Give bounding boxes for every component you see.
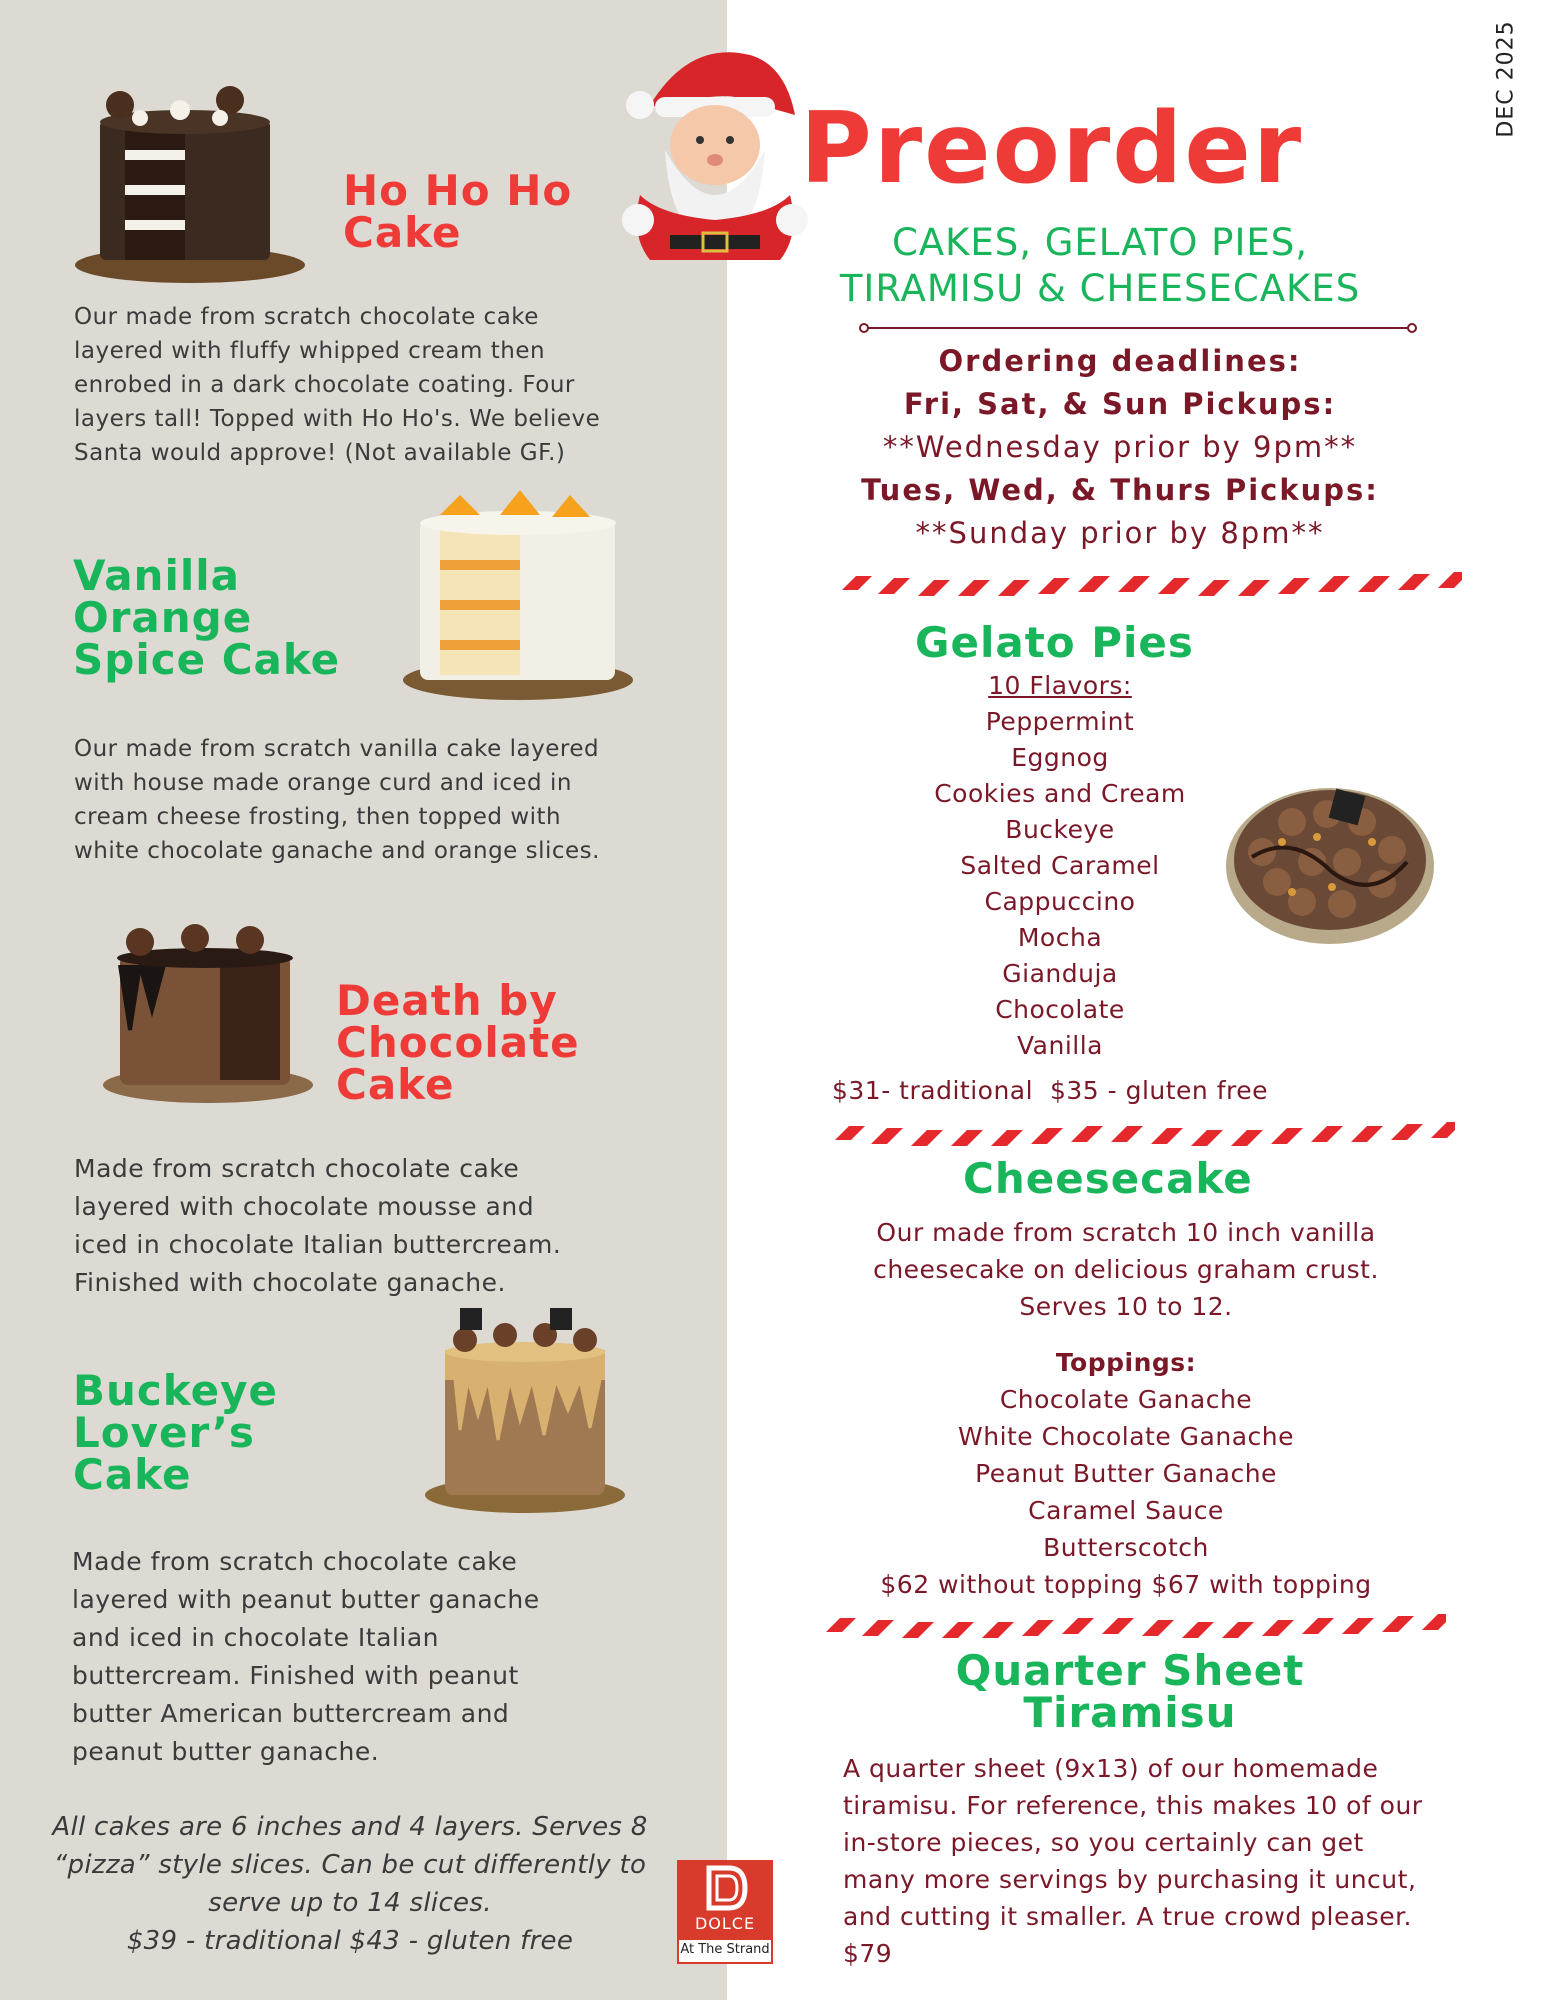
ho-ho-ho-cake-title: Ho Ho Ho Cake [343,166,573,257]
death-by-chocolate-cake-description: Made from scratch chocolate cake layered with chocolate mousse and iced in chocolate Italian buttercream. Finished with chocolate ganache. [74,1154,562,1297]
flavor-item: Eggnog [1011,743,1109,772]
flavor-item: Salted Caramel [960,851,1160,880]
candy-cane-divider [835,1120,1455,1154]
ordering-deadlines [840,340,1400,555]
death-by-chocolate-cake-image [100,920,315,1110]
gelato-pie-image [1222,762,1438,950]
dolce-logo-mark [679,1862,771,1940]
topping-item: Butterscotch [1043,1533,1209,1562]
weekday-pickups-label: Tues, Wed, & Thurs Pickups: [861,473,1379,507]
topping-item: White Chocolate Ganache [958,1422,1294,1451]
flavor-item: Gianduja [1002,959,1118,988]
buckeye-lovers-cake-title: Buckeye Lover’s Cake [73,1366,278,1499]
santa-illustration [610,35,810,265]
flavor-item: Vanilla [1017,1031,1103,1060]
cheesecake-price: $62 without topping $67 with topping [880,1570,1372,1599]
gelato-pies-title: Gelato Pies [915,618,1194,667]
dolce-logo [677,1860,773,1964]
topping-item: Chocolate Ganache [999,1385,1253,1414]
flavor-item: Peppermint [985,707,1135,736]
toppings-label: Toppings: [1055,1348,1197,1377]
deadlines-heading: Ordering deadlines: [938,344,1302,378]
death-by-chocolate-cake-title: Death by Chocolate Cake [336,976,580,1109]
cheesecake-title: Cheesecake [963,1154,1253,1203]
vanilla-orange-cake-image [400,485,635,705]
tiramisu-title: Quarter Sheet Tiramisu [955,1646,1305,1737]
buckeye-lovers-cake-description: Made from scratch chocolate cake layered with peanut butter ganache and iced in chocolate Italian buttercream. Finished with peanut butter American buttercream and peanut butter ganache. [72,1547,540,1766]
flavor-item: Buckeye [1005,815,1115,844]
candy-cane-divider [842,570,1462,604]
topping-item: Caramel Sauce [1028,1496,1224,1525]
tiramisu-price: $79 [843,1939,893,1968]
topping-item: Peanut Butter Ganache [975,1459,1277,1488]
page-title: Preorder [800,92,1304,206]
buckeye-lovers-cake-image [420,1300,630,1520]
weekend-deadline: **Wednesday prior by 9pm** [882,430,1358,464]
vanilla-orange-cake-title: Vanilla Orange Spice Cake [73,551,341,684]
ho-ho-ho-cake-description: Our made from scratch chocolate cake layered with fluffy whipped cream then enrobed in a dark chocolate coating. Four layers tall! Topped with Ho Ho's. We believe Santa would approve! (Not available GF.) [74,304,601,466]
flavor-item: Mocha [1017,923,1103,952]
candy-cane-divider [826,1612,1446,1646]
gelato-price: $31- traditional $35 - gluten free [832,1076,1269,1105]
divider-line [858,322,1418,334]
flavors-label: 10 Flavors: [988,671,1132,700]
cheesecake-toppings [826,1344,1426,1603]
vanilla-orange-cake-description: Our made from scratch vanilla cake layered with house made orange curd and iced in cream cheese frosting, then topped with white chocolate ganache and orange slices. [74,736,600,864]
dolce-logo-tagline: At The Strand [680,1942,770,1957]
page-subtitle: CAKES, GELATO PIES, TIRAMISU & CHEESECAKES [839,221,1361,310]
weekday-deadline: **Sunday prior by 8pm** [915,516,1325,550]
flavor-item: Cappuccino [984,887,1136,916]
issue-date: DEC 2025 [1493,20,1519,138]
weekend-pickups-label: Fri, Sat, & Sun Pickups: [903,387,1337,421]
gelato-flavor-list [850,668,1270,1064]
dolce-logo-brand: DOLCE [694,1914,756,1933]
flavor-item: Cookies and Cream [934,779,1186,808]
cake-footer-note: All cakes are 6 inches and 4 layers. Serves 8 “pizza” style slices. Can be cut differently to serve up to 14 slices. $39 - traditional $43 - gluten free [52,1812,648,1956]
d-letter-icon [679,1862,771,1914]
cheesecake-description: Our made from scratch 10 inch vanilla cheesecake on delicious graham crust. Serves 10 to 12. [873,1218,1379,1321]
ho-ho-ho-cake-image [70,80,315,290]
tiramisu-description: A quarter sheet (9x13) of our homemade tiramisu. For reference, this makes 10 of our in-store pieces, so you certainly can get many more servings by purchasing it uncut, and cutting it smaller. A true crowd pleaser. $79 [843,1750,1423,1972]
flavor-item: Chocolate [995,995,1125,1024]
